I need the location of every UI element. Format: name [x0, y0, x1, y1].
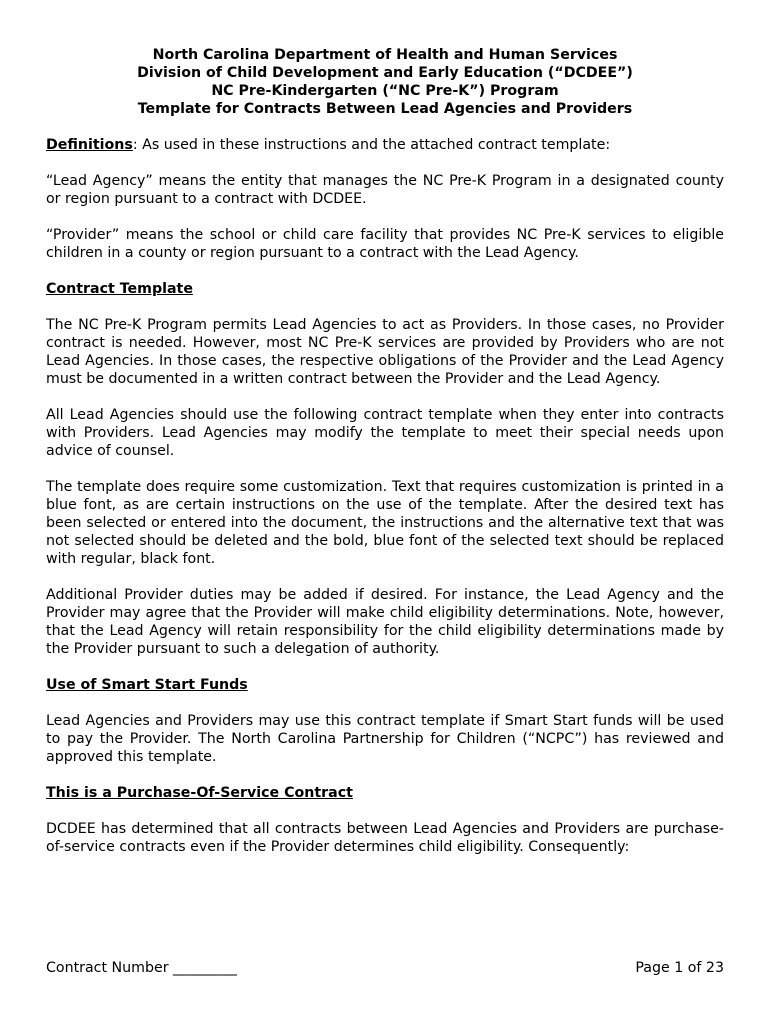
purchase-of-service-heading: This is a Purchase-Of-Service Contract [46, 785, 353, 801]
page-number: Page 1 of 23 [635, 960, 724, 976]
definitions-intro-text: : As used in these instructions and the attached contract template: [132, 137, 611, 153]
smart-start-paragraph: Lead Agencies and Providers may use this contract template if Smart Start funds will be used to pay the Provider. The North Carolina Partnership for Children (“NCPC”) has reviewed and approved this template. [46, 713, 724, 765]
contract-template-paragraph-2: All Lead Agencies should use the following contract template when they enter into contracts with Providers. Lead Agencies may modify the template to meet their special needs upon advice of counsel. [46, 407, 724, 459]
definitions-term: Definitions [46, 137, 133, 153]
contract-template-paragraph-3: The template does require some customization. Text that requires customization is printed in a blue font, as are certain instructions on the use of the template. After the desired text has been selected or entered into the document, the instructions and the alternative text that was not selected should be deleted and the bold, blue font of the selected text should be replaced with regular, black font. [46, 479, 724, 567]
header-line-1: North Carolina Department of Health and Human Services [152, 47, 618, 63]
contract-template-paragraph-4: Additional Provider duties may be added if desired. For instance, the Lead Agency and the Provider may agree that the Provider will make child eligibility determinations. Note, however, that the Lead Agency will retain responsibility for the child eligibility determinations made by the Provider pursuant to such a delegation of authority. [46, 587, 724, 657]
definitions-intro [46, 136, 724, 154]
header-line-2: Division of Child Development and Early Education (“DCDEE”) [137, 65, 633, 81]
smart-start-heading: Use of Smart Start Funds [46, 677, 248, 693]
purchase-of-service-paragraph: DCDEE has determined that all contracts between Lead Agencies and Providers are purchase-of-service contracts even if the Provider determines child eligibility. Consequently: [46, 821, 724, 855]
contract-number: Contract Number _________ [46, 960, 237, 976]
header-line-3: NC Pre-Kindergarten (“NC Pre-K”) Program [211, 83, 559, 99]
header-line-4: Template for Contracts Between Lead Agencies and Providers [137, 101, 633, 117]
page-footer [46, 959, 724, 977]
definition-lead-agency: “Lead Agency” means the entity that manages the NC Pre-K Program in a designated county or region pursuant to a contract with DCDEE. [46, 173, 724, 207]
contract-template-heading: Contract Template [46, 281, 193, 297]
document-header [46, 46, 724, 118]
document-page [46, 46, 724, 856]
definition-provider: “Provider” means the school or child care facility that provides NC Pre-K services to eligible children in a county or region pursuant to a contract with the Lead Agency. [46, 227, 724, 261]
contract-template-paragraph-1: The NC Pre-K Program permits Lead Agencies to act as Providers. In those cases, no Provider contract is needed. However, most NC Pre-K services are provided by Providers who are not Lead Agencies. In those cases, the respective obligations of the Provider and the Lead Agency must be documented in a written contract between the Provider and the Lead Agency. [46, 317, 724, 387]
